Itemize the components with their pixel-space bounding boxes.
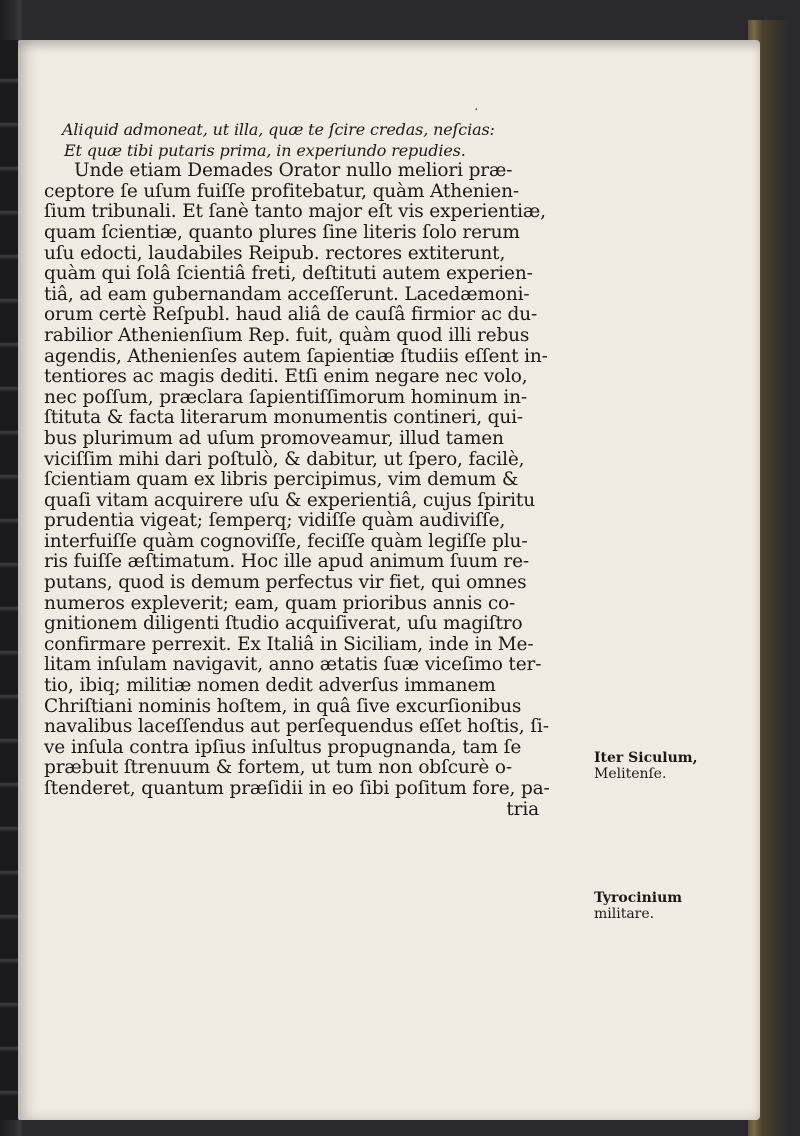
text-line: tio, ibiq; militiæ nomen dedit adverſus immanem xyxy=(44,675,496,697)
main-text-block xyxy=(44,120,564,820)
text-line: ſcientiam quam ex libris percipimus, vim demum & xyxy=(44,469,519,491)
catchword: tria xyxy=(506,798,539,820)
text-line: ris fuiſſe æſtimatum. Hoc ille apud animum ſuum re- xyxy=(44,551,529,573)
text-line: tiâ, ad eam gubernandam acceſſerunt. Lacedæmoni- xyxy=(44,283,530,305)
text-line: numeros expleverit; eam, quam prioribus annis co- xyxy=(44,592,516,614)
marginal-note-line: Tyrocinium xyxy=(594,890,683,906)
marginal-note-line: Melitenſe. xyxy=(594,766,667,782)
text-line: gnitionem diligenti ſtudio acquiſiverat, uſu magiſtro xyxy=(44,613,523,635)
text-line: ve inſula contra ipſius inſultus propugnanda, tam ſe xyxy=(44,736,522,758)
text-line: navalibus laceſſendus aut perſequendus eſſet hoſtis, ſi- xyxy=(44,716,549,738)
text-line: confirmare perrexit. Ex Italiâ in Siciliam, inde in Me- xyxy=(44,633,534,655)
text-line: Unde etiam Demades Orator nullo meliori præ- xyxy=(74,160,513,182)
text-line: bus plurimum ad uſum promoveamur, illud tamen xyxy=(44,427,504,449)
text-line: orum certè Reſpubl. haud aliâ de cauſâ firmior ac du- xyxy=(44,304,538,326)
text-line: Chriſtiani nominis hoſtem, in quâ ſive excurſionibus xyxy=(44,695,522,717)
text-line: ſium tribunali. Et ſanè tanto major eſt vis experientiæ, xyxy=(44,201,546,223)
text-line: ſtituta & facta literarum monumentis contineri, qui- xyxy=(44,407,524,429)
marginal-note-iter-siculum xyxy=(594,750,698,782)
text-line: præbuit ſtrenuum & fortem, ut tum non obſcurè o- xyxy=(44,757,512,779)
text-line: prudentia vigeat; ſemperq; vidiſſe quàm audiviſſe, xyxy=(44,510,506,532)
text-line: agendis, Athenienſes autem ſapientiæ ſtudiis eſſent in- xyxy=(44,345,548,367)
text-line: nec poſſum, præclara ſapientiſſimorum hominum in- xyxy=(44,386,527,408)
text-line: uſu edocti, laudabiles Reipub. rectores extiterunt, xyxy=(44,242,506,264)
text-line: litam inſulam navigavit, anno ætatis ſuæ viceſimo ter- xyxy=(44,654,542,676)
text-line: quaſi vitam acquirere uſu & experientiâ, cujus ſpiritu xyxy=(44,489,535,511)
verse-line: Aliquid admoneat, ut illa, quæ te ſcire credas, neſcias: xyxy=(62,120,495,139)
text-line: interfuiſſe quàm cognoviſſe, feciſſe quàm legiſſe plu- xyxy=(44,530,528,552)
text-line: putans, quod is demum perfectus vir fiet, qui omnes xyxy=(44,572,527,594)
marginal-note-line: militare. xyxy=(594,906,655,922)
text-line: viciſſim mihi dari poſtulò, & dabitur, ut ſpero, facilè, xyxy=(44,448,525,470)
verse-line: Et quæ tibi putaris prima, in experiundo repudies. xyxy=(64,140,466,160)
ink-mark: · xyxy=(474,102,479,118)
text-line: tentiores ac magis dediti. Etſi enim negare nec volo, xyxy=(44,366,528,388)
book-spine-edge xyxy=(0,40,18,1120)
text-line: rabilior Athenienſium Rep. fuit, quàm quod illi rebus xyxy=(44,324,530,346)
marginal-note-line: Iter Siculum, xyxy=(594,750,698,766)
text-line: ceptore ſe uſum fuiſſe profitebatur, quàm Athenien- xyxy=(44,180,519,202)
marginal-note-tyrocinium xyxy=(594,890,682,922)
text-line: quam ſcientiæ, quanto plures ſine literis ſolo rerum xyxy=(44,221,520,243)
text-line: quàm qui ſolâ ſcientiâ freti, deſtituti autem experien- xyxy=(44,263,533,285)
text-line: ſtenderet, quantum præſidii in eo ſibi poſitum fore, pa- xyxy=(44,778,550,799)
